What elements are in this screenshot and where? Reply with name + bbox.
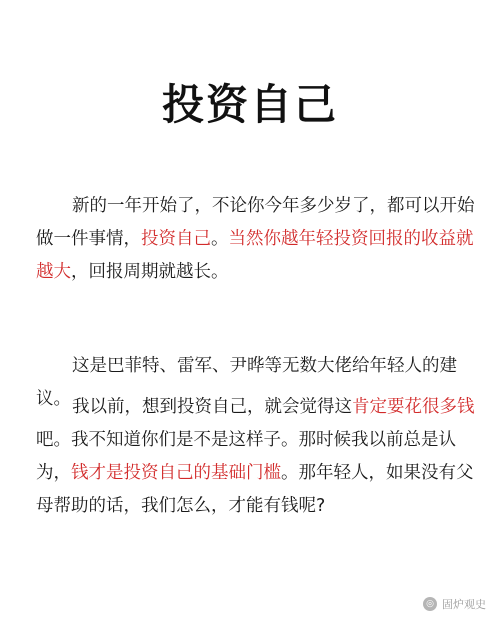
highlight-text: 投资自己	[141, 229, 211, 249]
paragraph-text: 新的一年开始了，不论你今年多少岁了，都可以开始做一件事情，	[36, 196, 475, 249]
paragraph-intro	[36, 190, 476, 289]
paragraph-story	[36, 391, 476, 523]
highlight-text: 肯定要花很多钱	[352, 397, 475, 417]
page-title: 投资自己	[161, 80, 338, 129]
watermark-logo-icon: ◎	[423, 597, 437, 611]
paragraph-text: 这是巴菲特、雷军、尹晔等无数大佬给年轻人的建议。	[36, 356, 457, 409]
paragraph-text: 吧。我不知道你们是不是这样子。那时候我以前总是认为，	[36, 430, 456, 483]
highlight-text: 当然你越年轻投资回报的收益就越大	[36, 229, 474, 282]
paragraph-text: 。那年轻人，如果没有父母帮助的话，我们怎么，才能有钱呢?	[36, 463, 474, 516]
paragraph-text: 我以前，想到投资自己，就会觉得这	[72, 397, 352, 417]
paragraph-text: 。	[211, 229, 229, 249]
highlight-text: 钱才是投资自己的基础门槛	[71, 463, 281, 483]
paragraph-text: ，回报周期就越长。	[71, 262, 229, 282]
watermark	[423, 596, 486, 612]
watermark-text: 固炉观史	[442, 598, 486, 611]
